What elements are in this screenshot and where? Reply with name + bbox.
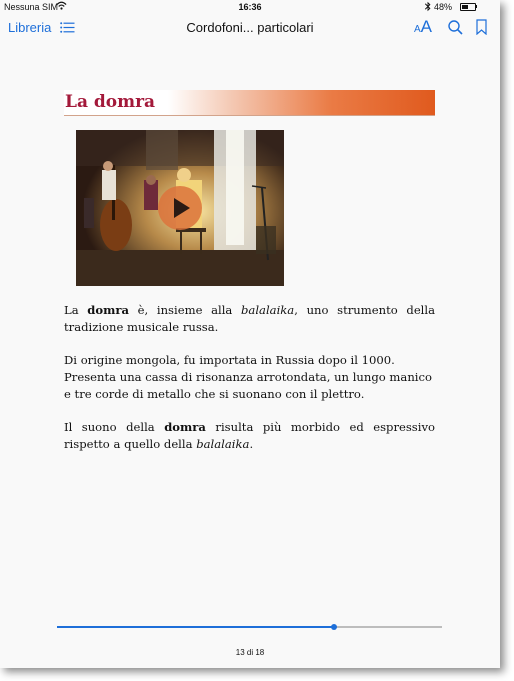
page-indicator: 13 di 18: [235, 648, 265, 657]
paragraph-1: [64, 302, 435, 336]
text-run: è, insieme alla: [129, 303, 241, 317]
clock: 16:36: [238, 2, 262, 12]
font-big-label: A: [420, 17, 433, 36]
heading-text: La domra: [65, 92, 156, 112]
chapter-heading: [64, 90, 435, 116]
italic-term: balalaika: [196, 437, 250, 451]
paragraph-3: [64, 419, 435, 453]
font-size-button[interactable]: [414, 17, 432, 37]
font-small-label: A: [414, 24, 421, 35]
video-thumbnail[interactable]: [76, 130, 284, 286]
bluetooth-icon: [424, 1, 432, 12]
bold-term: domra: [87, 303, 130, 317]
play-button[interactable]: [158, 186, 202, 230]
page-scrubber[interactable]: [57, 626, 442, 628]
italic-term: balalaika: [241, 303, 295, 317]
scrubber-handle[interactable]: [331, 624, 337, 630]
battery-percent: 48%: [434, 2, 453, 12]
paragraph-2: Di origine mongola, fu importata in Russia dopo il 1000. Presenta una cassa di risonanza arrotondata, un lungo manico e tre corde di metallo che si suonano con il plettro.: [64, 353, 432, 401]
chapter-body: [64, 302, 435, 469]
scrubber-fill: [57, 626, 334, 628]
bold-term: domra: [164, 420, 206, 434]
text-run: Il suono della: [64, 420, 165, 434]
library-button[interactable]: Libreria: [8, 20, 52, 35]
reader-toolbar: [0, 14, 500, 42]
text-run: , uno strumento della tradizione musicale russa.: [64, 303, 436, 334]
bookmark-icon[interactable]: [476, 19, 487, 35]
battery-fill: [462, 5, 468, 9]
text-run: risulta più morbido ed espressivo rispetto a quello della: [64, 420, 435, 451]
carrier-label: Nessuna SIM: [4, 2, 59, 12]
text-run: .: [249, 437, 254, 451]
status-bar: [0, 0, 500, 14]
battery-nub: [476, 5, 477, 8]
book-title: Cordofoni... particolari: [186, 20, 314, 35]
search-icon[interactable]: [448, 20, 463, 35]
text-run: La: [64, 303, 88, 317]
play-icon: [174, 198, 190, 218]
battery-icon: [460, 3, 476, 11]
